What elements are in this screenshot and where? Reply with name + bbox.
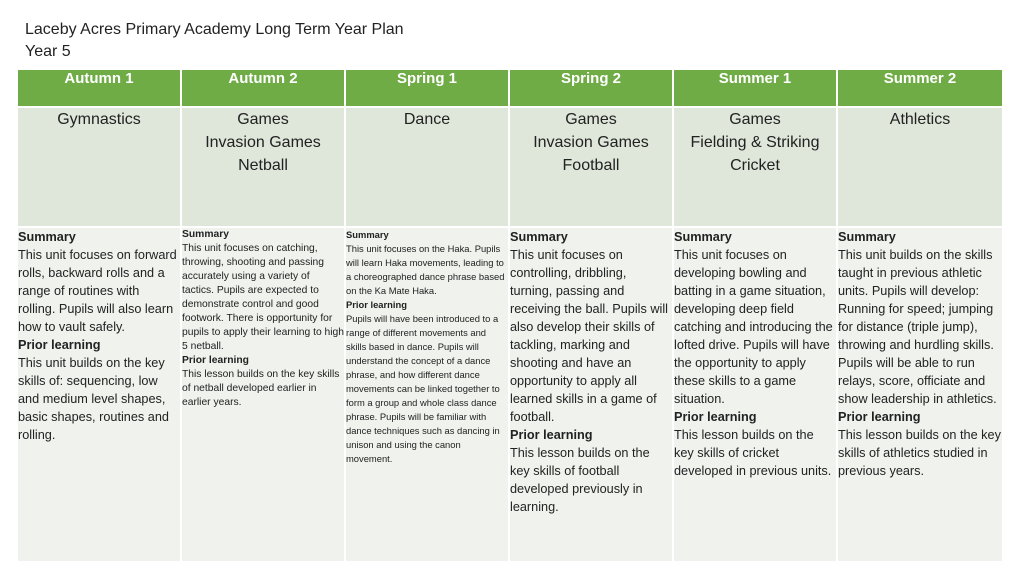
term-header-autumn-2: Autumn 2 [181,69,345,107]
term-header-spring-2: Spring 2 [509,69,673,107]
detail-cell-summer-1 [673,227,837,562]
detail-cell-spring-2 [509,227,673,562]
detail-cell-autumn-2 [181,227,345,562]
prior-learning-text: This unit builds on the key skills of: sequencing, low and medium level shapes, basic shapes, routines and rolling. [18,356,169,442]
summary-heading: Summary [674,230,732,244]
title-line-1: Laceby Acres Primary Academy Long Term Year Plan [25,21,404,38]
topic-cell-spring-2 [509,107,673,227]
detail-row [17,227,1003,562]
prior-learning-text: This lesson builds on the key skills of cricket developed in previous units. [674,428,832,478]
summary-text: This unit focuses on forward rolls, backward rolls and a range of routines with rolling. Pupils will also learn how to vault safely. [18,248,177,334]
detail-cell-spring-1 [345,227,509,562]
prior-learning-text: This lesson builds on the key skills of netball developed earlier in earlier years. [182,369,340,408]
prior-learning-heading: Prior learning [18,338,101,352]
term-header-spring-1: Spring 1 [345,69,509,107]
term-header-autumn-1: Autumn 1 [17,69,181,107]
summary-heading: Summary [182,229,229,240]
topic-line: Games [729,111,781,128]
topic-line: Cricket [730,157,780,174]
summary-heading: Summary [18,230,76,244]
topic-line: Games [565,111,617,128]
topic-line: Football [562,157,620,174]
topic-cell-autumn-1 [17,107,181,227]
prior-learning-text: This lesson builds on the key skills of athletics studied in previous years. [838,428,1001,478]
topic-line: Netball [238,157,288,174]
year-plan-table [16,68,1004,563]
page-title [25,19,404,63]
summary-text: This unit focuses on the Haka. Pupils will learn Haka movements, leading to a choreographed dance phrase based on the Ka Mate Haka. [346,243,505,296]
summary-heading: Summary [838,230,896,244]
prior-learning-heading: Prior learning [674,410,757,424]
prior-learning-heading: Prior learning [182,355,249,366]
topic-row [17,107,1003,227]
topic-line: Gymnastics [57,111,141,128]
summary-text: This unit focuses on controlling, dribbling, turning, passing and receiving the ball. Pupils will also develop their skills of tackling, marking and shooting and have an opportunity to apply all learned skills in a game of football. [510,248,668,424]
topic-cell-summer-2 [837,107,1003,227]
summary-heading: Summary [510,230,568,244]
prior-learning-text: This lesson builds on the key skills of football developed previously in learning. [510,446,650,514]
prior-learning-heading: Prior learning [346,299,407,310]
detail-cell-autumn-1 [17,227,181,562]
topic-line: Invasion Games [533,134,649,151]
prior-learning-text: Pupils will have been introduced to a range of different movements and skills based in dance. Pupils will understand the concept of a dance phrase, and how different dance movements can be linked together to form a group and whole class dance phrase. Pupils will be familiar with dance techniques such as dancing in unison and using the canon movement. [346,313,500,464]
prior-learning-heading: Prior learning [838,410,921,424]
topic-cell-spring-1 [345,107,509,227]
summary-text: This unit focuses on developing bowling and batting in a game situation, developing deep field catching and introducing the lofted drive. Pupils will have the opportunity to apply these skills to a game situation. [674,248,833,406]
topic-line: Fielding & Striking [690,134,820,151]
summary-text: This unit focuses on catching, throwing, shooting and passing accurately using a variety of tactics. Pupils are expected to demonstrate control and good footwork. There is opportunity for pupils to apply their learning to high 5 netball. [182,243,344,352]
summary-text: This unit builds on the skills taught in previous athletic units. Pupils will develop: Running for speed; jumping for distance (triple jump), throwing and hurdling skills. Pupils will be able to run relays, score, officiate and show leadership in athletics. [838,248,997,406]
term-header-summer-1: Summer 1 [673,69,837,107]
term-header-row [17,69,1003,107]
topic-cell-autumn-2 [181,107,345,227]
summary-heading: Summary [346,229,389,240]
topic-line: Athletics [889,111,951,128]
detail-cell-summer-2 [837,227,1003,562]
topic-cell-summer-1 [673,107,837,227]
term-header-summer-2: Summer 2 [837,69,1003,107]
topic-line: Games [237,111,289,128]
title-line-2: Year 5 [25,43,71,60]
topic-line: Invasion Games [205,134,321,151]
prior-learning-heading: Prior learning [510,428,593,442]
topic-line: Dance [403,111,451,128]
